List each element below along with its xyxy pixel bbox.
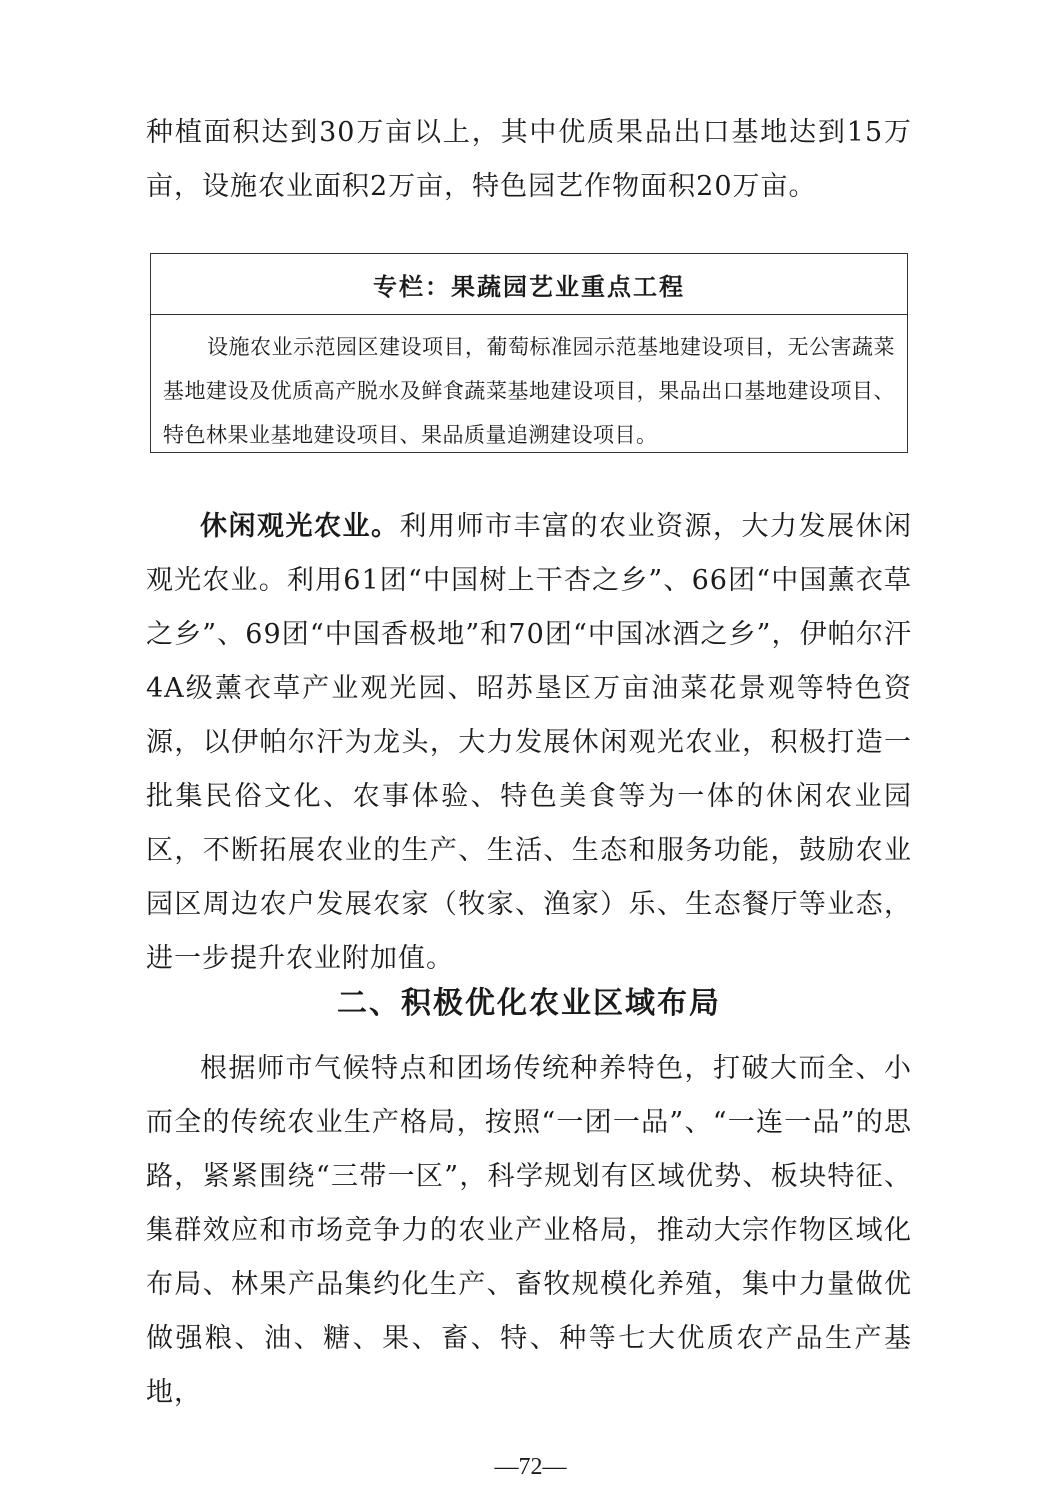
leisure-agriculture-text: 利用师市丰富的农业资源，大力发展休闲观光农业。利用61团“中国树上干杏之乡”、66团“中国薰衣草之乡”、69团“中国香极地”和70团“中国冰酒之乡”，伊帕尔汗4A级薰衣草产业观光园、昭苏垦区万亩油菜花景观等特色资源，以伊帕尔汗为龙头，大力发展休闲观光农业，积极打造一批集民俗文化、农事体验、特色美食等为一体的休闲农业园区，不断拓展农业的生产、生活、生态和服务功能，鼓励农业园区周边农户发展农家（牧家、渔家）乐、生态餐厅等业态，进一步提升农业附加值。 <box>146 511 912 974</box>
feature-box-title: 专栏：果蔬园艺业重点工程 <box>151 254 907 315</box>
leisure-agriculture-lead: 休闲观光农业。 <box>200 511 400 542</box>
regional-layout-paragraph: 根据师市气候特点和团场传统种养特色，打破大而全、小而全的传统农业生产格局，按照“一团一品”、“一连一品”的思路，紧紧围绕“三带一区”，科学规划有区域优势、板块特征、集群效应和市场竞争力的农业产业格局，推动大宗作物区域化布局、林果产品集约化生产、畜牧规模化养殖，集中力量做优做强粮、油、糖、果、畜、特、种等七大优质农产品生产基地， <box>146 1053 912 1408</box>
leisure-agriculture-paragraph <box>146 500 912 986</box>
top-paragraph: 种植面积达到30万亩以上，其中优质果品出口基地达到15万亩，设施农业面积2万亩，特色园艺作物面积20万亩。 <box>146 117 912 202</box>
section-heading: 二、积极优化农业区域布局 <box>337 986 721 1021</box>
feature-box-body: 设施农业示范园区建设项目，葡萄标准园示范基地建设项目，无公害蔬菜基地建设及优质高产脱水及鲜食蔬菜基地建设项目，果品出口基地建设项目、特色林果业基地建设项目、果品质量追溯建设项目。 <box>163 335 895 447</box>
feature-box <box>150 253 908 453</box>
page-number: —72— <box>494 1454 567 1480</box>
